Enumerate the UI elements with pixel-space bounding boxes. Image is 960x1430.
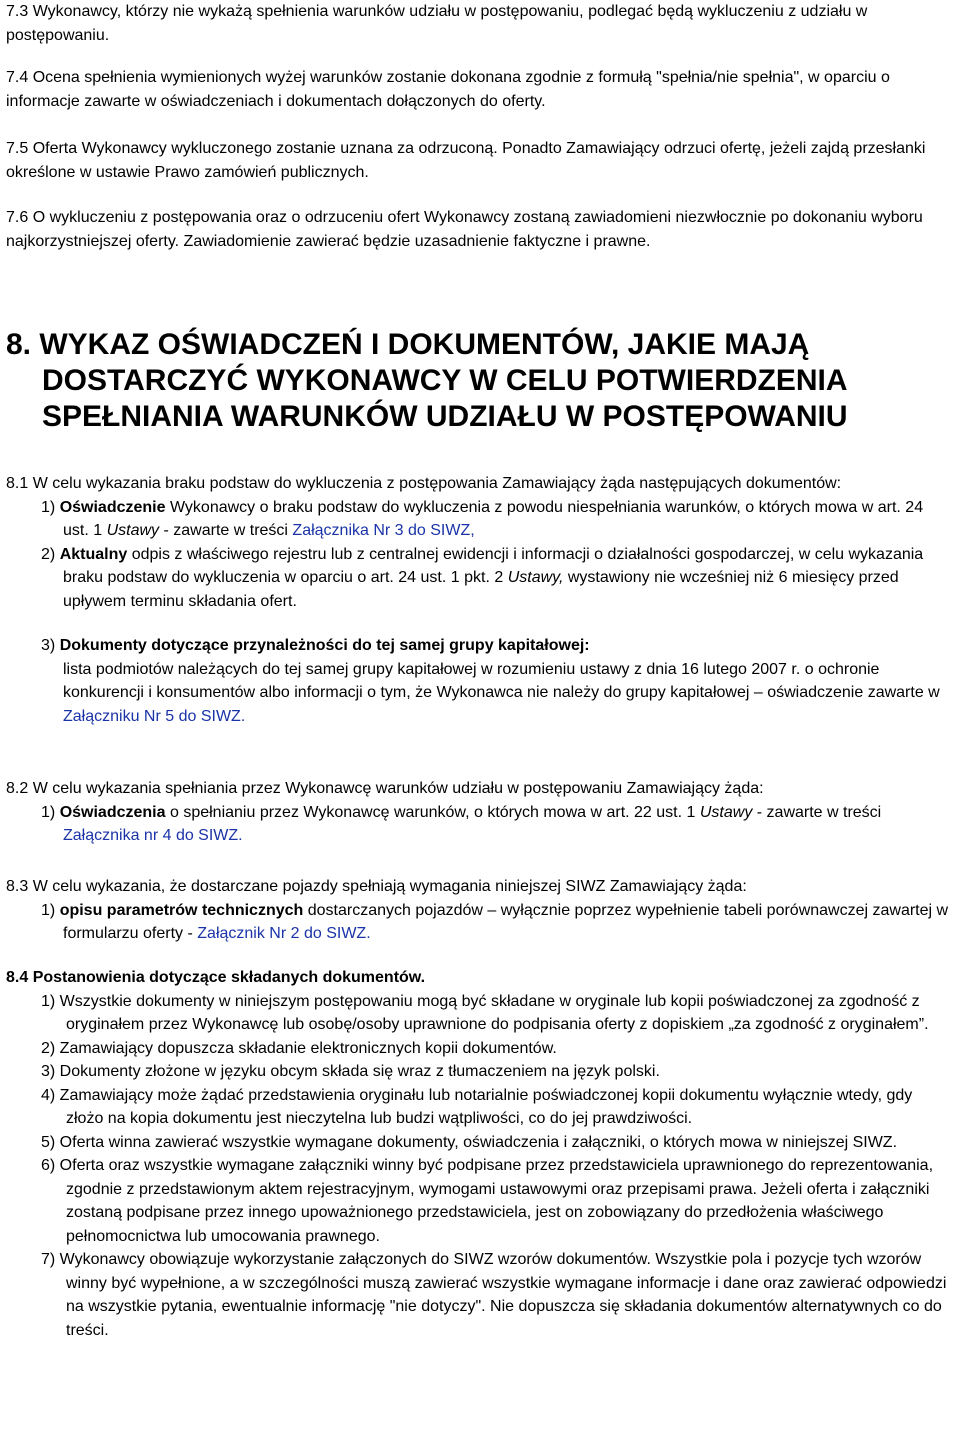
section-8-4 [6, 966, 952, 1342]
paragraph-text: 7.4 Ocena spełnienia wymienionych wyżej warunków zostanie dokonana zgodnie z formułą "spełnia/nie spełnia", w oparciu o informacje zawarte w oświadczeniach i dokumentach dołączonych do oferty. [6, 69, 890, 110]
paragraph-text: 7.3 Wykonawcy, którzy nie wykażą spełnienia warunków udziału w postępowaniu, podlegać będą wykluczeniu z udziału w postępowaniu. [6, 3, 868, 44]
heading-line: SPEŁNIANIA WARUNKÓW UDZIAŁU W POSTĘPOWANIU [42, 400, 848, 433]
list-item: 4) Zamawiający może żądać przedstawienia oryginału lub notarialnie poświadczonej kopii dokumentu wyłącznie wtedy, gdy złożo na kopia dokumentu jest nieczytelna lub budzi wątpliwości, co do jej prawdziwości. [41, 1086, 913, 1127]
section-8-1 [6, 472, 952, 728]
list-item: 5) Oferta winna zawierać wszystkie wymagane dokumenty, oświadczenia i załączniki, o których mowa w niniejszej SIWZ. [41, 1133, 898, 1151]
paragraph-7-4 [6, 66, 952, 113]
heading-line: DOSTARCZYĆ WYKONAWCY W CELU POTWIERDZENIA [42, 364, 848, 397]
list-item: 6) Oferta oraz wszystkie wymagane załączniki winny być podpisane przez przedstawiciela uprawnionego do reprezentowania, zgodnie z przedstawionym aktem rejestracyjnym, wymogami ustawowymi oraz przepisami prawa. Jeżeli oferta i załączniki zostaną podpisane przez innego upoważnionego przedstawiciela, jest on zobowiązany do przedłożenia właściwego pełnomocnictwa lub umocowania prawnego. [41, 1157, 934, 1245]
list-item: 2) Zamawiający dopuszcza składanie elektronicznych kopii dokumentów. [41, 1039, 557, 1057]
list-item: 1) Oświadczenie Wykonawcy o braku podstaw do wykluczenia z powodu niespełniania warunków, o których mowa w art. 24 ust. 1 Ustawy - zawarte w treści Załącznika Nr 3 do SIWZ, [41, 498, 924, 539]
list-item: 2) Aktualny odpis z właściwego rejestru lub z centralnej ewidencji i informacji o działalności gospodarczej, w celu wykazania braku podstaw do wykluczenia w oparciu o art. 24 ust. 1 pkt. 2 Ustawy, wystawiony nie wcześniej niż 6 miesięcy przed upływem terminu składania ofert. [41, 545, 924, 610]
list-item: 3) Dokumenty złożone w języku obcym składa się wraz z tłumaczeniem na język polski. [41, 1063, 660, 1080]
section-intro: 8.1 W celu wykazania braku podstaw do wykluczenia z postępowania Zamawiający żąda następujących dokumentów: [6, 475, 842, 492]
paragraph-7-5 [6, 137, 952, 184]
section-8-2 [6, 777, 952, 848]
section-8-3 [6, 875, 952, 946]
section-intro: 8.3 W celu wykazania, że dostarczane pojazdy spełniają wymagania niniejszej SIWZ Zamawiający żąda: [6, 878, 747, 895]
heading-line: 8. WYKAZ OŚWIADCZEŃ I DOKUMENTÓW, JAKIE MAJĄ [6, 328, 810, 361]
section-intro: 8.2 W celu wykazania spełniania przez Wykonawcę warunków udziału w postępowaniu Zamawiający żąda: [6, 780, 764, 797]
paragraph-7-3 [6, 0, 952, 47]
list-item: 1) Oświadczenia o spełnianiu przez Wykonawcę warunków, o których mowa w art. 22 ust. 1 Ustawy - zawarte w treści Załącznika nr 4 do SIWZ. [41, 803, 882, 844]
attachment-link[interactable]: Załącznik Nr 2 do SIWZ. [197, 925, 371, 942]
attachment-link[interactable]: Załącznika Nr 3 do SIWZ, [292, 522, 475, 539]
paragraph-text: 7.6 O wykluczeniu z postępowania oraz o odrzuceniu ofert Wykonawcy zostaną zawiadomieni niezwłocznie po dokonaniu wyboru najkorzystniejszej oferty. Zawiadomienie zawierać będzie uzasadnienie faktyczne i prawne. [6, 209, 923, 250]
section-title: 8.4 Postanowienia dotyczące składanych dokumentów. [6, 969, 426, 986]
paragraph-7-6 [6, 206, 952, 253]
attachment-link[interactable]: Załącznika nr 4 do SIWZ. [63, 827, 243, 844]
list-item: 1) Wszystkie dokumenty w niniejszym postępowaniu mogą być składane w oryginale lub kopii poświadczonej za zgodność z oryginałem przez Wykonawcę lub osobę/osoby uprawnione do podpisania oferty z dopiskiem „za zgodność z oryginałem”. [41, 992, 929, 1033]
list-item: 1) opisu parametrów technicznych dostarczanych pojazdów – wyłącznie poprzez wypełnienie tabeli porównawczej zawartej w formularzu oferty - Załącznik Nr 2 do SIWZ. [41, 901, 949, 942]
list-item: 3) Dokumenty dotyczące przynależności do tej samej grupy kapitałowej: lista podmiotów należących do tej samej grupy kapitałowej w rozumieniu ustawy z dnia 16 lutego 2007 r. o ochronie konkurencji i konsumentów albo informacji o tym, że Wykonawca nie należy do grupy kapitałowej – oświadczenie zawarte w Załączniku Nr 5 do SIWZ. [41, 637, 940, 725]
attachment-link[interactable]: Załączniku Nr 5 do SIWZ. [63, 707, 246, 725]
paragraph-text: 7.5 Oferta Wykonawcy wykluczonego zostanie uznana za odrzuconą. Ponadto Zamawiający odrzuci ofertę, jeżeli zajdą przesłanki określone w ustawie Prawo zamówień publicznych. [6, 140, 926, 181]
list-item: 7) Wykonawcy obowiązuje wykorzystanie załączonych do SIWZ wzorów dokumentów. Wszystkie pola i pozycje tych wzorów winny być wypełnione, a w szczególności muszą zawierać wszystkie wymagane informacje i dane oraz zawierać odpowiedzi na wszystkie pytania, ewentualnie informację "nie dotyczy". Nie dopuszcza się składania dokumentów alternatywnych co do treści. [41, 1251, 947, 1339]
section-8-heading [6, 327, 848, 435]
